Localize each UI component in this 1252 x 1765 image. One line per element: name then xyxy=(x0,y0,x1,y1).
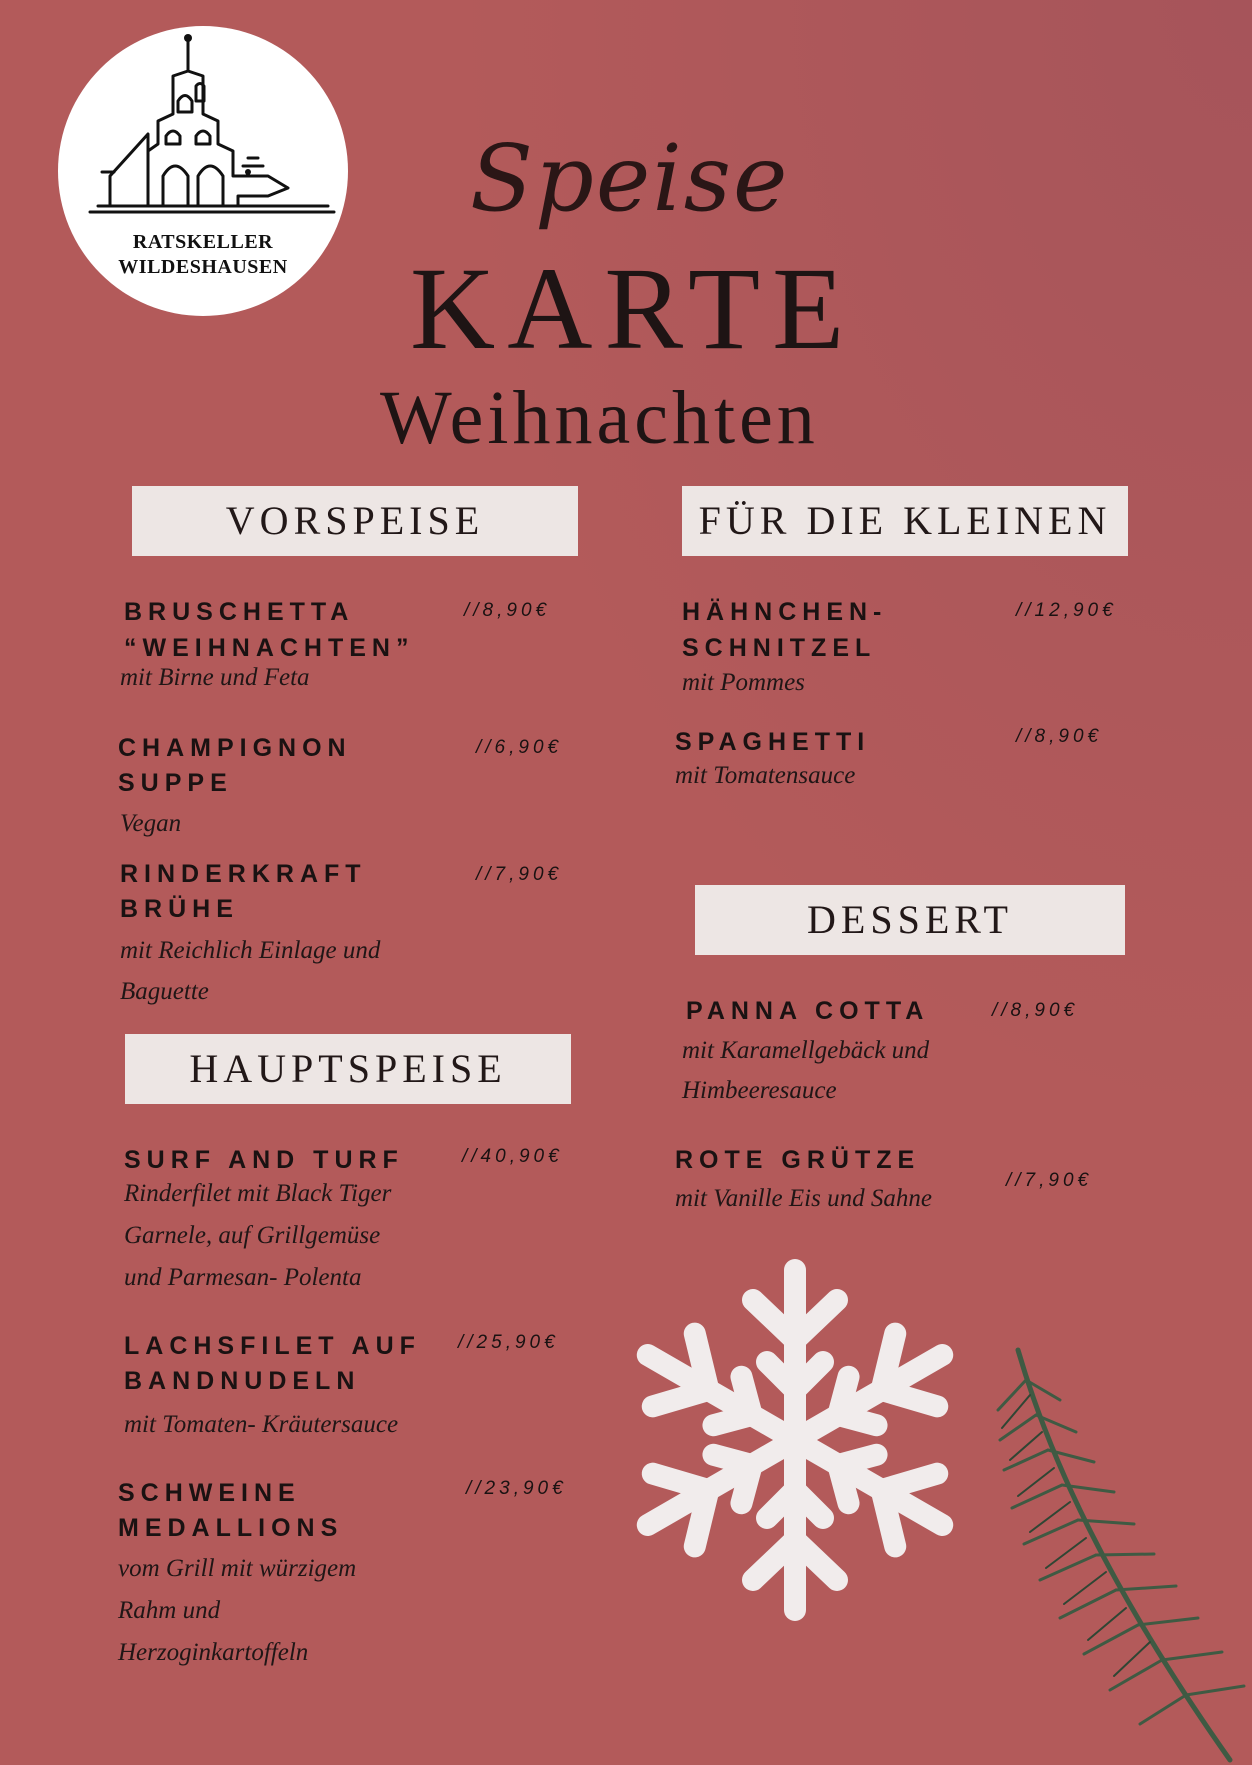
item-name: MEDALLIONS xyxy=(118,1514,344,1542)
item-description: mit Karamellgebäck und xyxy=(682,1037,930,1064)
title-script: Speise xyxy=(470,125,790,232)
item-name: ROTE GRÜTZE xyxy=(675,1146,921,1174)
section-vorspeise-header: VORSPEISE xyxy=(132,486,578,556)
item-price: //7,90€ xyxy=(476,864,563,885)
item-description: mit Birne und Feta xyxy=(120,664,310,691)
item-name: RINDERKRAFT xyxy=(120,860,367,888)
item-name: “WEIHNACHTEN” xyxy=(124,634,415,662)
title-main: KARTE xyxy=(410,243,857,374)
item-name: HÄHNCHEN- xyxy=(682,598,888,626)
item-name: BRÜHE xyxy=(120,895,239,923)
section-hauptspeise-header: HAUPTSPEISE xyxy=(125,1034,571,1104)
item-price: //12,90€ xyxy=(1016,600,1117,621)
title-subtitle: Weihnachten xyxy=(380,376,819,460)
item-price: //8,90€ xyxy=(1016,726,1103,747)
pine-branch-icon xyxy=(990,1340,1252,1765)
item-description: Rahm und xyxy=(118,1597,221,1624)
item-price: //7,90€ xyxy=(1006,1170,1093,1191)
item-description: mit Tomatensauce xyxy=(675,762,856,789)
logo-text-line2: WILDESHAUSEN xyxy=(118,256,288,278)
item-name: PANNA COTTA xyxy=(686,997,930,1025)
item-description: mit Tomaten- Kräutersauce xyxy=(124,1411,399,1438)
item-description: Rinderfilet mit Black Tiger xyxy=(124,1180,392,1207)
item-description: Baguette xyxy=(120,978,209,1005)
item-name: BRUSCHETTA xyxy=(124,598,355,626)
restaurant-logo xyxy=(58,26,348,316)
logo-text-line1: RATSKELLER xyxy=(132,231,274,253)
item-description: Vegan xyxy=(120,810,182,837)
item-price: //40,90€ xyxy=(462,1146,563,1167)
item-price: //8,90€ xyxy=(464,600,551,621)
item-description: und Parmesan- Polenta xyxy=(124,1264,362,1291)
item-name: LACHSFILET AUF xyxy=(124,1332,421,1360)
item-price: //8,90€ xyxy=(992,1000,1079,1021)
item-name: CHAMPIGNON xyxy=(118,734,352,762)
item-description: mit Reichlich Einlage und xyxy=(120,937,381,964)
item-description: Himbeeresauce xyxy=(682,1077,837,1104)
item-name: BANDNUDELN xyxy=(124,1367,361,1395)
item-name: SURF AND TURF xyxy=(124,1146,404,1174)
item-name: SCHNITZEL xyxy=(682,634,877,662)
item-name: SUPPE xyxy=(118,769,233,797)
item-description: vom Grill mit würzigem xyxy=(118,1555,357,1582)
item-price: //6,90€ xyxy=(476,737,563,758)
item-description: mit Pommes xyxy=(682,669,805,696)
item-description: mit Vanille Eis und Sahne xyxy=(675,1185,932,1212)
item-name: SCHWEINE xyxy=(118,1479,301,1507)
section-kleinen-header: FÜR DIE KLEINEN xyxy=(682,486,1128,556)
item-description: Garnele, auf Grillgemüse xyxy=(124,1222,381,1249)
section-dessert-header: DESSERT xyxy=(695,885,1125,955)
snowflake-icon xyxy=(590,1250,1000,1630)
item-price: //25,90€ xyxy=(458,1332,559,1353)
item-description: Herzoginkartoffeln xyxy=(118,1639,309,1666)
item-price: //23,90€ xyxy=(466,1478,567,1499)
item-name: SPAGHETTI xyxy=(675,728,871,756)
